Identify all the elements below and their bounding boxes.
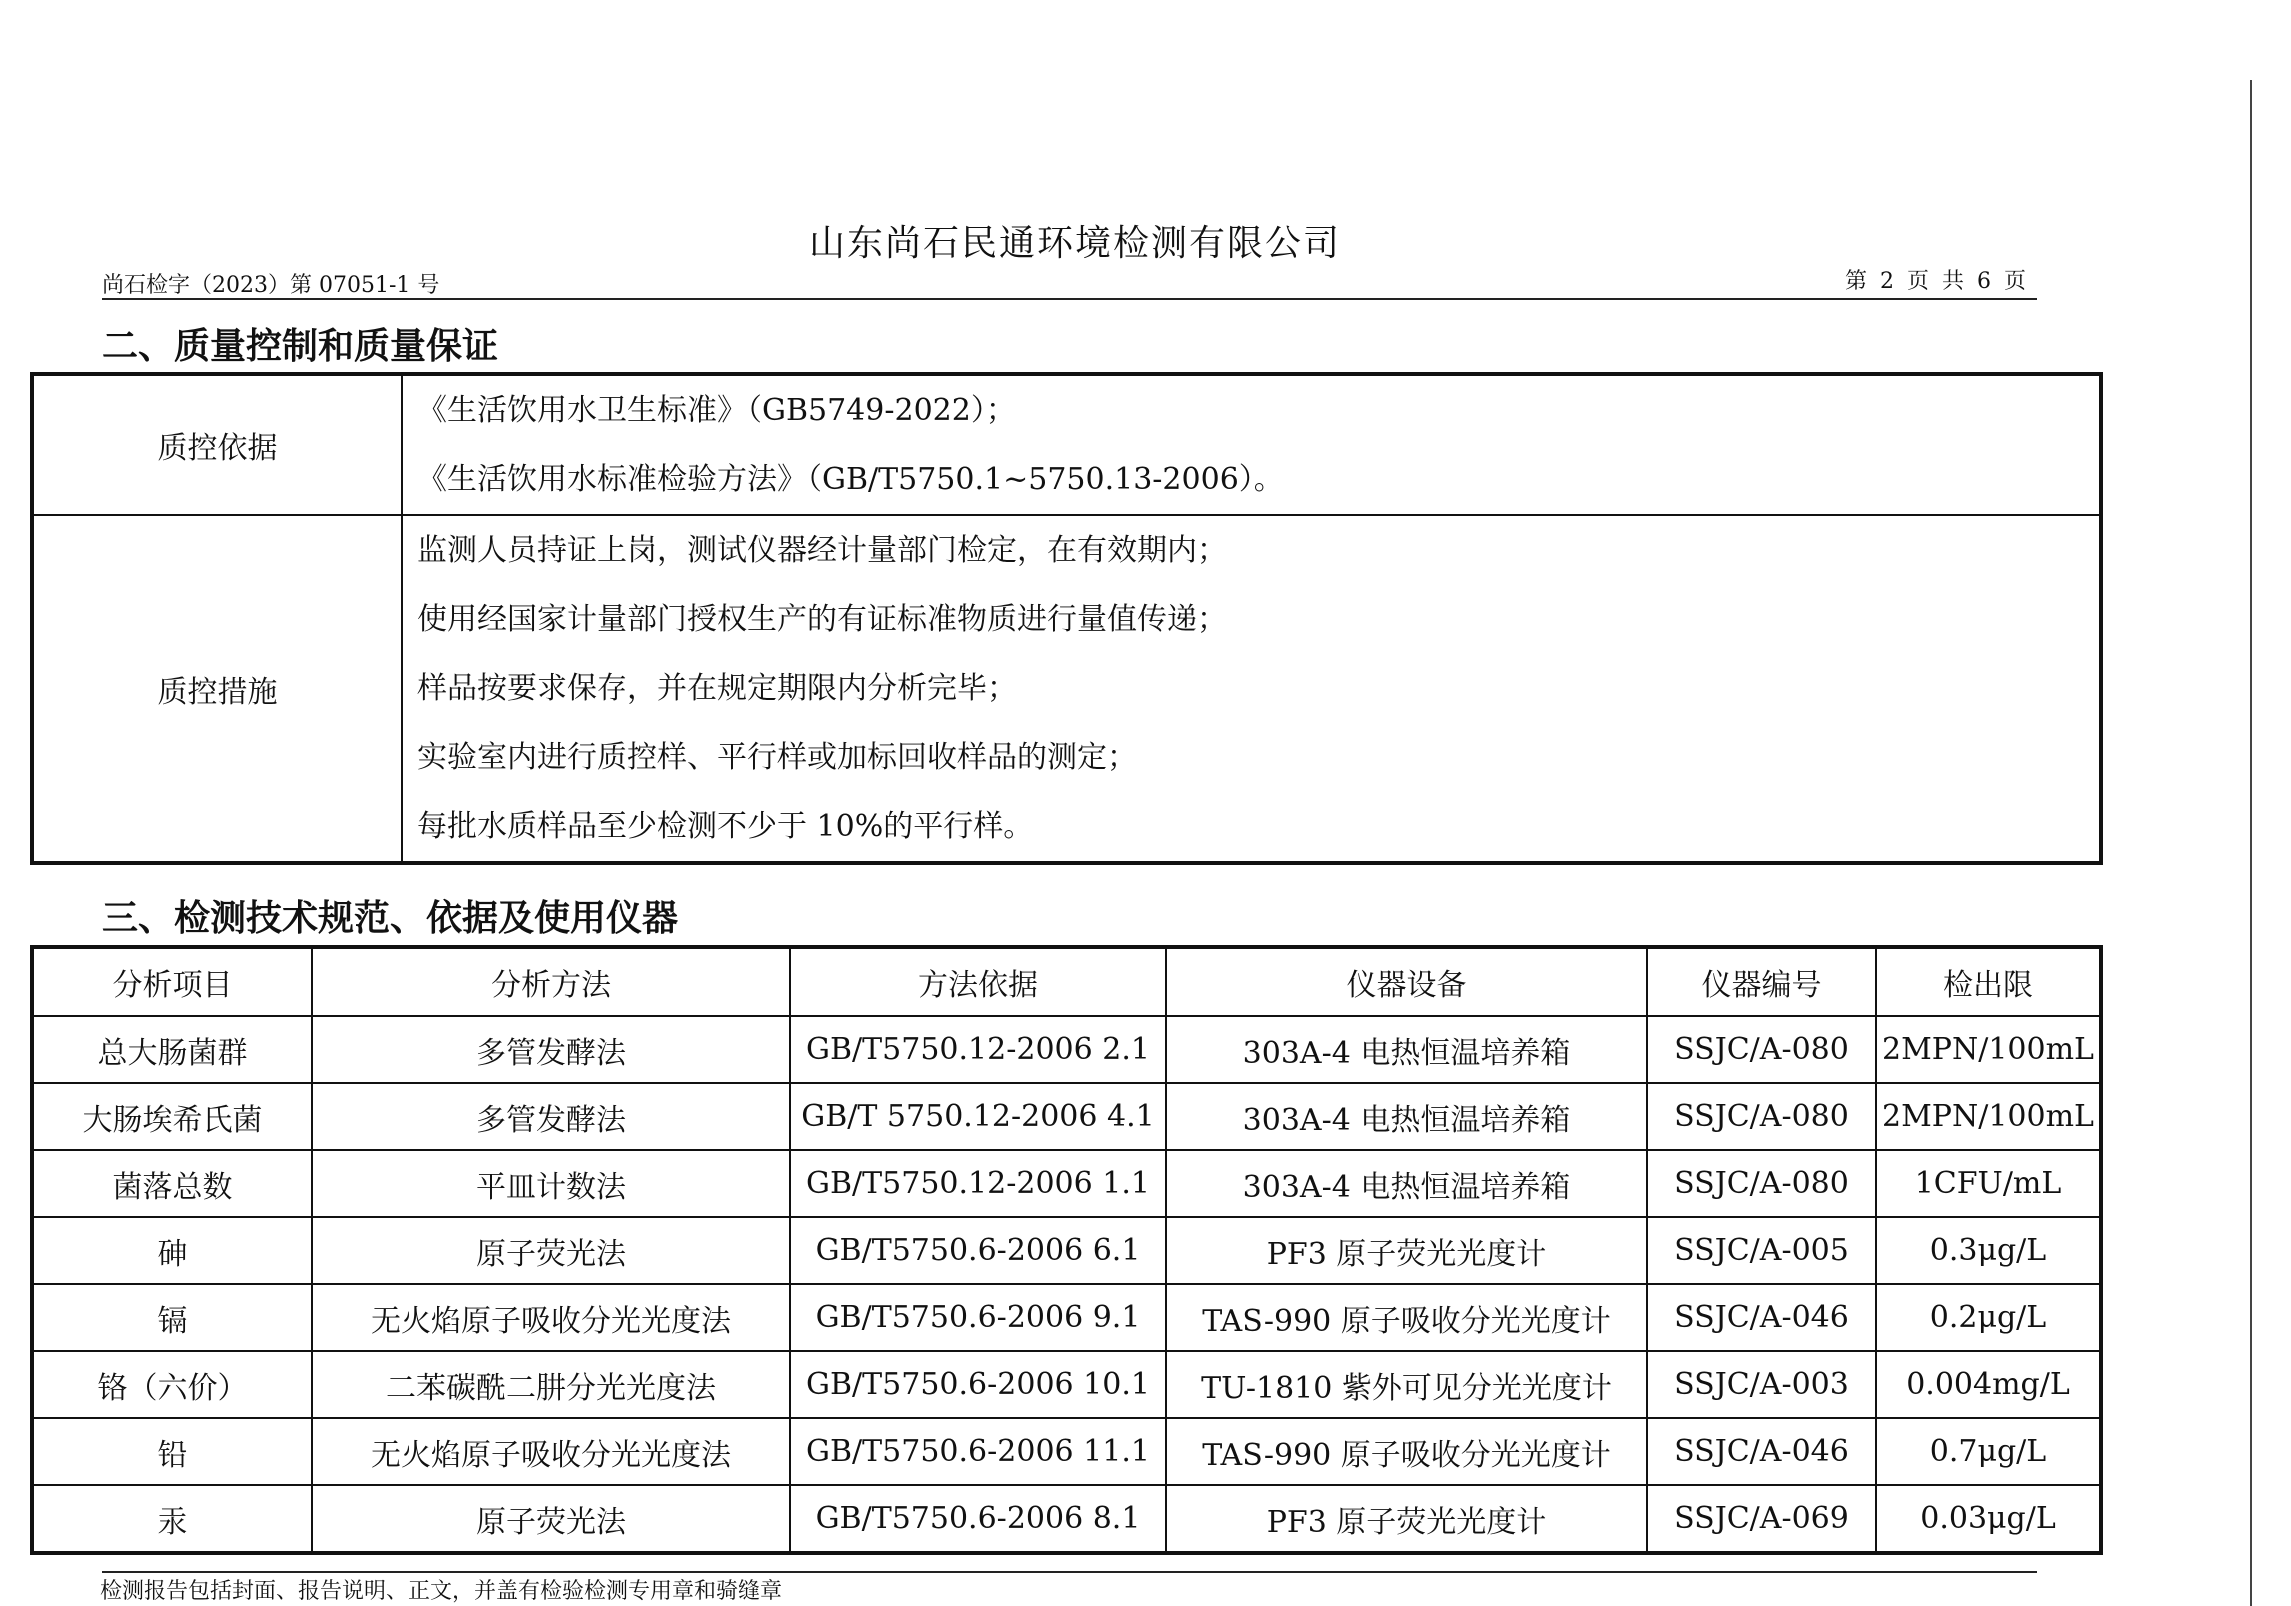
table-cell: 原子荧光法 <box>312 1485 790 1553</box>
table-cell: 0.3μg/L <box>1876 1217 2101 1284</box>
table-cell: 菌落总数 <box>32 1150 312 1217</box>
table-row <box>32 374 2101 515</box>
table-cell: 0.004mg/L <box>1876 1351 2101 1418</box>
table-cell: SSJC/A-080 <box>1647 1083 1876 1150</box>
table-cell: GB/T5750.6-2006 10.1 <box>790 1351 1166 1418</box>
table-cell: 303A-4 电热恒温培养箱 <box>1166 1016 1647 1083</box>
table-cell: 无火焰原子吸收分光光度法 <box>312 1418 790 1485</box>
table-cell: GB/T5750.6-2006 9.1 <box>790 1284 1166 1351</box>
table-cell: 2MPN/100mL <box>1876 1083 2101 1150</box>
table-cell: SSJC/A-080 <box>1647 1016 1876 1083</box>
table-cell: TAS-990 原子吸收分光光度计 <box>1166 1418 1647 1485</box>
list-item: 《生活饮用水标准检验方法》（GB/T5750.1~5750.13-2006）。 <box>417 462 1284 497</box>
table-cell: 铬（六价） <box>32 1351 312 1418</box>
header-rule <box>102 298 2037 300</box>
table-row <box>32 1284 2101 1351</box>
table-cell: 砷 <box>32 1217 312 1284</box>
table-cell: 1CFU/mL <box>1876 1150 2101 1217</box>
quality-control-table <box>30 372 2103 865</box>
qc-measures-content <box>402 515 2101 863</box>
table-cell: 303A-4 电热恒温培养箱 <box>1166 1150 1647 1217</box>
table-cell: 镉 <box>32 1284 312 1351</box>
table-cell: PF3 原子荧光光度计 <box>1166 1485 1647 1553</box>
table-cell: SSJC/A-005 <box>1647 1217 1876 1284</box>
list-item: 实验室内进行质控样、平行样或加标回收样品的测定； <box>417 740 1137 775</box>
page-info: 第 2 页 共 6 页 <box>1845 269 2029 294</box>
table-cell: GB/T 5750.12-2006 4.1 <box>790 1083 1166 1150</box>
column-header: 检出限 <box>1876 947 2101 1016</box>
footer-note: 检测报告包括封面、报告说明、正文，并盖有检验检测专用章和骑缝章 <box>100 1579 783 1604</box>
table-cell: 0.03μg/L <box>1876 1485 2101 1553</box>
list-item: 使用经国家计量部门授权生产的有证标准物质进行量值传递； <box>417 602 1227 637</box>
table-row <box>32 1217 2101 1284</box>
column-header: 分析项目 <box>32 947 312 1016</box>
column-header: 仪器设备 <box>1166 947 1647 1016</box>
table-cell: 303A-4 电热恒温培养箱 <box>1166 1083 1647 1150</box>
list-item: 样品按要求保存，并在规定期限内分析完毕； <box>417 671 1017 706</box>
table-cell: GB/T5750.6-2006 6.1 <box>790 1217 1166 1284</box>
table-cell: 0.2μg/L <box>1876 1284 2101 1351</box>
table-row <box>32 515 2101 863</box>
table-cell: 原子荧光法 <box>312 1217 790 1284</box>
table-cell: 平皿计数法 <box>312 1150 790 1217</box>
table-cell: 0.7μg/L <box>1876 1418 2101 1485</box>
qc-basis-label: 质控依据 <box>32 374 402 515</box>
table-cell: SSJC/A-046 <box>1647 1284 1876 1351</box>
table-cell: 总大肠菌群 <box>32 1016 312 1083</box>
table-cell: GB/T5750.12-2006 1.1 <box>790 1150 1166 1217</box>
section2-title: 二、质量控制和质量保证 <box>102 326 499 367</box>
table-row <box>32 1016 2101 1083</box>
table-cell: 多管发酵法 <box>312 1016 790 1083</box>
table-cell: GB/T5750.12-2006 2.1 <box>790 1016 1166 1083</box>
table-row <box>32 1418 2101 1485</box>
table-cell: 铅 <box>32 1418 312 1485</box>
table-cell: PF3 原子荧光光度计 <box>1166 1217 1647 1284</box>
table-row <box>32 1351 2101 1418</box>
table-cell: SSJC/A-046 <box>1647 1418 1876 1485</box>
list-item: 监测人员持证上岗，测试仪器经计量部门检定，在有效期内； <box>417 533 1227 568</box>
table-row <box>32 1150 2101 1217</box>
section3-title: 三、检测技术规范、依据及使用仪器 <box>102 898 679 939</box>
table-row <box>32 1083 2101 1150</box>
table-cell: 无火焰原子吸收分光光度法 <box>312 1284 790 1351</box>
document-number: 尚石检字（2023）第 07051-1 号 <box>102 273 440 298</box>
table-header-row <box>32 947 2101 1016</box>
table-row <box>32 1485 2101 1553</box>
table-cell: GB/T5750.6-2006 8.1 <box>790 1485 1166 1553</box>
table-cell: GB/T5750.6-2006 11.1 <box>790 1418 1166 1485</box>
table-cell: TU-1810 紫外可见分光光度计 <box>1166 1351 1647 1418</box>
column-header: 分析方法 <box>312 947 790 1016</box>
list-item: 《生活饮用水卫生标准》（GB5749-2022）； <box>417 393 1016 428</box>
table-cell: 二苯碳酰二肼分光光度法 <box>312 1351 790 1418</box>
column-header: 方法依据 <box>790 947 1166 1016</box>
table-cell: SSJC/A-003 <box>1647 1351 1876 1418</box>
table-cell: SSJC/A-080 <box>1647 1150 1876 1217</box>
table-cell: TAS-990 原子吸收分光光度计 <box>1166 1284 1647 1351</box>
standards-table <box>30 945 2103 1555</box>
table-cell: SSJC/A-069 <box>1647 1485 1876 1553</box>
list-item: 每批水质样品至少检测不少于 10%的平行样。 <box>417 809 1034 844</box>
company-name: 山东尚石民通环境检测有限公司 <box>808 223 1341 264</box>
table-cell: 大肠埃希氏菌 <box>32 1083 312 1150</box>
column-header: 仪器编号 <box>1647 947 1876 1016</box>
table-cell: 2MPN/100mL <box>1876 1016 2101 1083</box>
scan-edge-line <box>2250 80 2252 1606</box>
table-cell: 汞 <box>32 1485 312 1553</box>
footer-rule <box>102 1571 2037 1573</box>
table-cell: 多管发酵法 <box>312 1083 790 1150</box>
qc-basis-content <box>402 374 2101 515</box>
qc-measures-label: 质控措施 <box>32 515 402 863</box>
